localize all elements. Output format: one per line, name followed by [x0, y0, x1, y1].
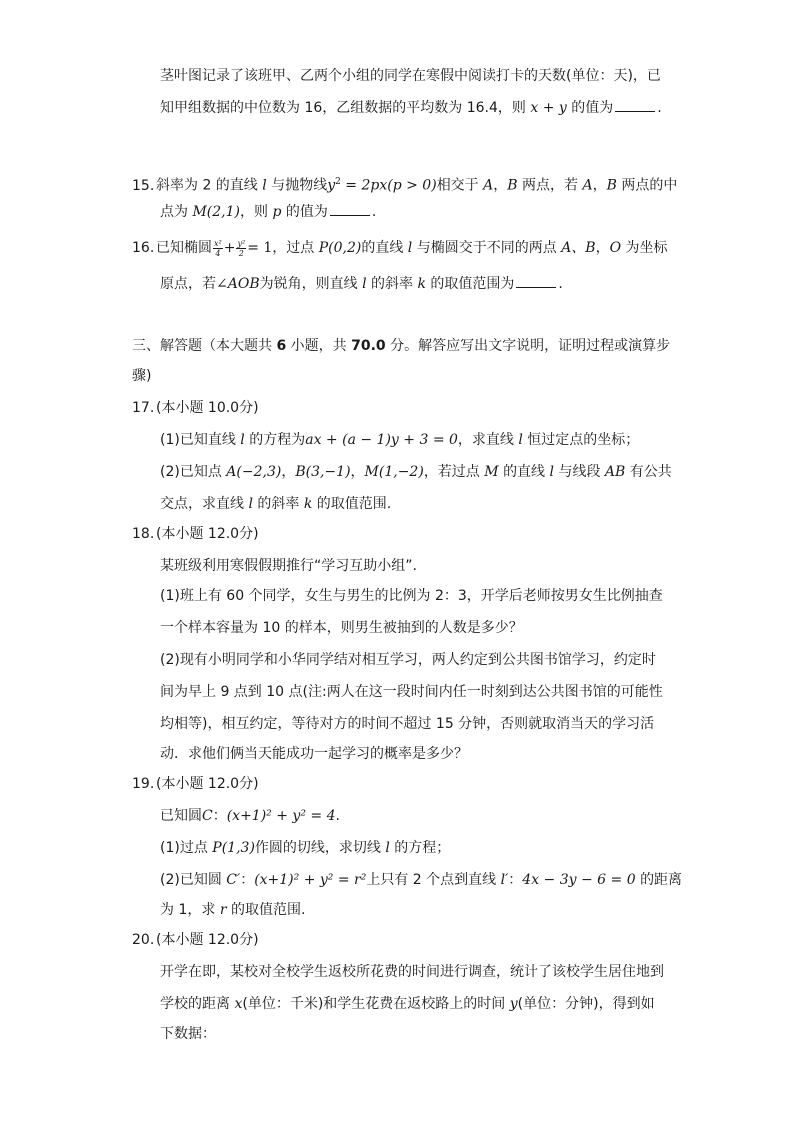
q15-line1: 15. 斜率为 2 的直线 l 与抛物线$y^2 = 2px(p > 0)$相交于 A，B 两点，若 A，B 两点的中 — [132, 177, 678, 194]
q17-header: 17. (本小题 10.0分) — [132, 400, 259, 416]
section-heading: 三、解答题（本大题共 6 小题，共 70.0 分。解答应写出文字说明，证明过程或演算步 — [132, 338, 671, 354]
q17-part1: (1)已知直线 l 的方程为ax + (a − 1)y + 3 = 0，求直线 l 恒过定点的坐标； — [160, 432, 640, 448]
answer-blank[interactable] — [516, 274, 556, 288]
q18-part1-line1: (1)班上有 60 个同学，女生与男生的比例为 2：3，开学后老师按男女生比例抽查 — [160, 588, 663, 604]
q17-part2-line2: 交点，求直线 l 的斜率 k 的取值范围. — [160, 496, 392, 512]
q18-header: 18. (本小题 12.0分) — [132, 526, 259, 542]
q16-line2: 原点，若∠AOB为锐角，则直线 l 的斜率 k 的取值范围为 . — [160, 276, 563, 292]
q19-part2-line2: 为 1，求 r 的取值范围. — [160, 902, 306, 918]
q19-header: 19. (本小题 12.0分) — [132, 776, 259, 792]
q19-part2: (2)已知圆 C′：(x+1)² + y² = r²上只有 2 个点到直线 l′：4x − 3y − 6 = 0 的距离 — [160, 872, 683, 888]
q18-part1-line2: 一个样本容量为 10 的样本，则男生被抽到的人数是多少？ — [160, 620, 523, 636]
q17-part2: (2)已知点 A(−2,3)，B(3,−1)，M(1,−2)，若过点 M 的直线 l 与线段 AB 有公共 — [160, 464, 672, 480]
q20-line3: 下数据： — [160, 1026, 216, 1042]
q15-line2: 点为 M(2,1)，则 p 的值为 . — [160, 204, 377, 220]
fraction-y2-over-2: $\frac{\text{y²}}{2}$ — [237, 238, 246, 258]
answer-blank[interactable] — [330, 202, 370, 216]
q16-line1: 16. 已知椭圆 $\frac{\text{x²}}{4}$ + $\frac{\text{y²}}{2}$ = 1，过点 P(0,2)的直线 l 与椭圆交于不同的两点 A、B，O 为坐标 — [132, 238, 668, 258]
q19-part1: (1)过点 P(1,3)作圆的切线，求切线 l 的方程； — [160, 840, 451, 856]
q18-part2-line2: 间为早上 9 点到 10 点(注:两人在这一段时间内任一时刻到达公共图书馆的可能性 — [160, 684, 663, 700]
answer-blank[interactable] — [615, 98, 655, 112]
q20-line2: 学校的距离 x(单位：千米)和学生花费在返校路上的时间 y(单位：分钟)，得到如 — [160, 996, 655, 1012]
q14-line1: 茎叶图记录了该班甲、乙两个小组的同学在寒假中阅读打卡的天数(单位：天)，已 — [160, 68, 661, 84]
q18-part2-line3: 均相等)，相互约定，等待对方的时间不超过 15 分钟，否则就取消当天的学习活 — [160, 716, 655, 732]
fraction-x2-over-4: $\frac{\text{x²}}{4}$ — [214, 238, 222, 258]
q19-intro: 已知圆C：(x+1)² + y² = 4. — [160, 808, 340, 824]
q18-part2-line1: (2)现有小明同学和小华同学结对相互学习，两人约定到公共图书馆学习，约定时 — [160, 652, 656, 668]
q14-line2: 知甲组数据的中位数为 16，乙组数据的平均数为 16.4，则 x + y 的值为 . — [160, 100, 662, 116]
q18-part2-line4: 动．求他们俩当天能成功一起学习的概率是多少？ — [160, 746, 468, 762]
q20-header: 20. (本小题 12.0分) — [132, 932, 259, 948]
q18-intro: 某班级利用寒假假期推行“学习互助小组”. — [160, 558, 417, 574]
q20-line1: 开学在即，某校对全校学生返校所花费的时间进行调查，统计了该校学生居住地到 — [160, 964, 664, 980]
section-heading-line2: 骤) — [132, 368, 152, 384]
